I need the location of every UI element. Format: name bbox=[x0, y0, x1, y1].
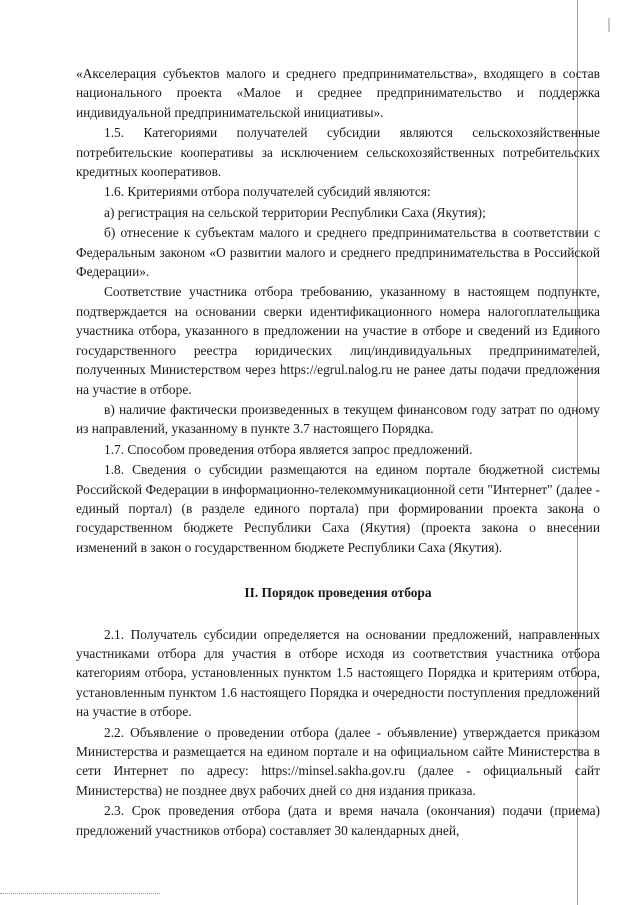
paragraph: 1.5. Категориями получателей субсидии являются сельскохозяйственные потребительские кооперативы за исключением сельскохозяйственных потребительских кредитных кооперативов. bbox=[76, 125, 600, 180]
paragraph: б) отнесение к субъектам малого и среднего предпринимательства в соответствии с Федеральным законом «О развитии малого и среднего предпринимательства в Российской Федерации». bbox=[76, 225, 600, 280]
paragraph: 2.1. Получатель субсидии определяется на основании предложений, направленных участниками отбора для участия в отборе исходя из соответствия участника отбора категориям отбора, установленных пунктом 1.5 настоящего Порядка и критериям отбора, установленным пунктом 1.6 настоящего Порядка и очередности поступления предложений на участие в отборе. bbox=[76, 626, 600, 720]
section-heading: II. Порядок проведения отбора bbox=[244, 585, 432, 601]
paragraph: Соответствие участника отбора требованию, указанному в настоящем подпункте, подтверждается на основании сверки идентификационного номера налогоплательщика участника отбора, указанного в предложении на участие в отборе и сведений из Единого государственного реестра юридических лиц/индивидуальных предпринимателей, полученных Министерством через https://egrul.nalog.ru не ранее даты подачи предложения на участие в отборе. bbox=[76, 284, 600, 397]
paragraph: 2.3. Срок проведения отбора (дата и время начала (окончания) подачи (приема) предложений участников отбора) составляет 30 календарных дней, bbox=[76, 803, 600, 838]
paragraph: 1.6. Критериями отбора получателей субсидий являются: bbox=[104, 184, 431, 200]
footer-rule bbox=[0, 893, 160, 895]
scan-artifact bbox=[608, 18, 610, 32]
paragraph: а) регистрация на сельской территории Республики Саха (Якутия); bbox=[104, 204, 486, 220]
paragraph: 1.8. Сведения о субсидии размещаются на едином портале бюджетной системы Российской Федерации в информационно-телекоммуникационной сети "Интернет" (далее - единый портал) (в разделе единого портала) при формировании проекта закона о государственном бюджете Республики Саха (Якутия) (проекта закона о внесении изменений в закон о государственном бюджете Республики Саха (Якутия). bbox=[76, 462, 600, 555]
paragraph: 1.7. Способом проведения отбора является запрос предложений. bbox=[104, 441, 473, 457]
paragraph: «Акселерация субъектов малого и среднего предпринимательства», входящего в состав национального проекта «Малое и среднее предпринимательство и поддержка индивидуальной предпринимательской инициативы». bbox=[76, 66, 600, 120]
document-body bbox=[76, 64, 600, 840]
paragraph: 2.2. Объявление о проведении отбора (далее - объявление) утверждается приказом Министерства и размещается на едином портале и на официальном сайте Министерства в сети Интернет по адресу: https://minsel.sakha.gov.ru (далее - официальный сайт Министерства) не позднее двух рабочих дней со дня издания приказа. bbox=[76, 724, 600, 798]
paragraph: в) наличие фактически произведенных в текущем финансовом году затрат по одному из направлений, указанному в пункте 3.7 настоящего Порядка. bbox=[76, 401, 600, 437]
